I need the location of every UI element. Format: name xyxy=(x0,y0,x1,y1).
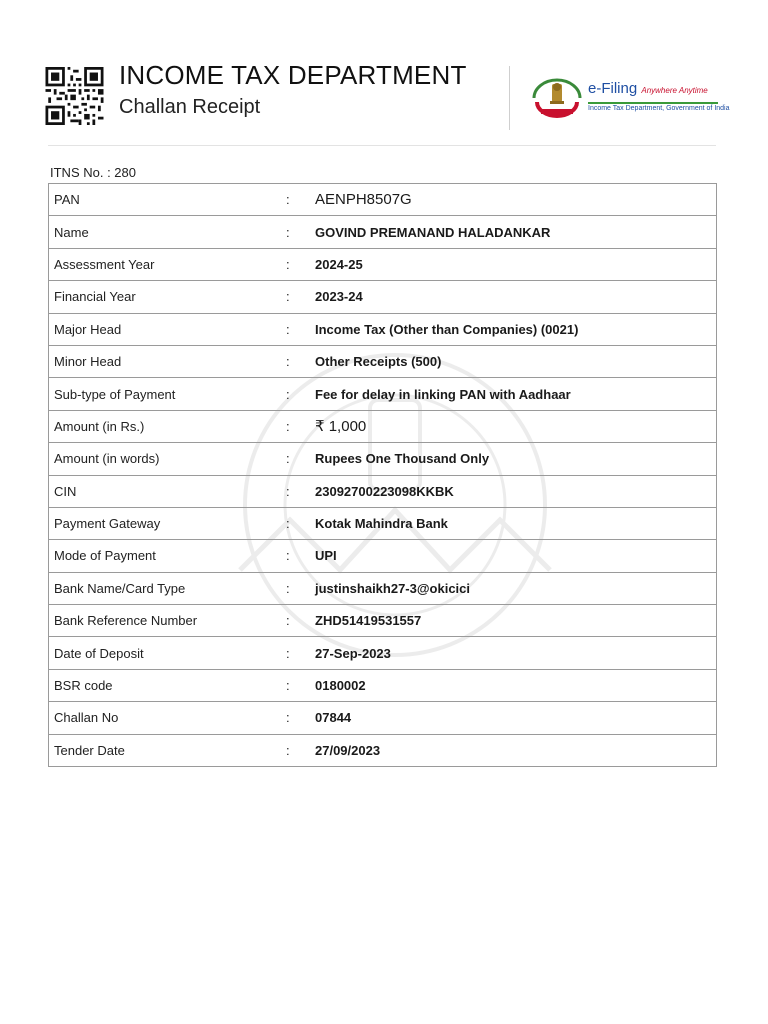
row-label: Mode of Payment xyxy=(49,540,287,572)
table-row xyxy=(49,637,717,669)
qr-code-icon xyxy=(44,67,105,125)
row-value: 27-Sep-2023 xyxy=(310,637,717,669)
table-row xyxy=(49,475,717,507)
india-emblem-icon xyxy=(531,78,583,118)
row-separator: : xyxy=(286,702,310,734)
row-value: AENPH8507G xyxy=(310,184,717,216)
row-label: Major Head xyxy=(49,313,287,345)
row-label: Name xyxy=(49,216,287,248)
table-row xyxy=(49,572,717,604)
row-value: 2024-25 xyxy=(310,248,717,280)
row-separator: : xyxy=(286,281,310,313)
efiling-logo xyxy=(588,80,730,112)
row-separator: : xyxy=(286,378,310,410)
row-value: 27/09/2023 xyxy=(310,734,717,766)
page-subtitle: Challan Receipt xyxy=(119,96,261,118)
row-separator: : xyxy=(286,637,310,669)
table-row xyxy=(49,540,717,572)
row-value: ₹ 1,000 xyxy=(310,410,717,442)
row-value: Fee for delay in linking PAN with Aadhaar xyxy=(310,378,717,410)
table-row xyxy=(49,702,717,734)
table-row xyxy=(49,507,717,539)
row-label: Financial Year xyxy=(49,281,287,313)
row-label: Tender Date xyxy=(49,734,287,766)
table-row xyxy=(49,248,717,280)
table-row xyxy=(49,669,717,701)
row-value: 23092700223098KKBK xyxy=(310,475,717,507)
row-label: CIN xyxy=(49,475,287,507)
row-label: Date of Deposit xyxy=(49,637,287,669)
row-value: 2023-24 xyxy=(310,281,717,313)
table-row xyxy=(49,313,717,345)
row-label: Assessment Year xyxy=(49,248,287,280)
row-separator: : xyxy=(286,475,310,507)
row-separator: : xyxy=(286,184,310,216)
row-separator: : xyxy=(286,734,310,766)
row-value: 07844 xyxy=(310,702,717,734)
row-label: Amount (in words) xyxy=(49,443,287,475)
row-value: Income Tax (Other than Companies) (0021) xyxy=(310,313,717,345)
challan-details-table xyxy=(48,183,717,767)
efiling-brand: e-Filing xyxy=(588,80,638,97)
row-label: Bank Name/Card Type xyxy=(49,572,287,604)
table-row xyxy=(49,734,717,766)
row-separator: : xyxy=(286,507,310,539)
row-value: Other Receipts (500) xyxy=(310,345,717,377)
table-row xyxy=(49,216,717,248)
row-label: Bank Reference Number xyxy=(49,605,287,637)
table-row xyxy=(49,281,717,313)
row-separator: : xyxy=(286,216,310,248)
table-row xyxy=(49,605,717,637)
row-value: 0180002 xyxy=(310,669,717,701)
efiling-tagline: Anywhere Anytime xyxy=(641,86,708,95)
efiling-underline xyxy=(588,102,718,104)
row-separator: : xyxy=(286,605,310,637)
row-value: Kotak Mahindra Bank xyxy=(310,507,717,539)
row-label: Amount (in Rs.) xyxy=(49,410,287,442)
page-title: INCOME TAX DEPARTMENT xyxy=(119,60,467,90)
row-label: Challan No xyxy=(49,702,287,734)
row-value: justinshaikh27-3@okicici xyxy=(310,572,717,604)
table-row xyxy=(49,378,717,410)
row-label: Sub-type of Payment xyxy=(49,378,287,410)
table-row xyxy=(49,443,717,475)
row-separator: : xyxy=(286,669,310,701)
header-divider xyxy=(509,66,510,130)
row-label: BSR code xyxy=(49,669,287,701)
header-rule xyxy=(48,145,716,146)
row-label: PAN xyxy=(49,184,287,216)
row-separator: : xyxy=(286,572,310,604)
row-separator: : xyxy=(286,313,310,345)
row-value: GOVIND PREMANAND HALADANKAR xyxy=(310,216,717,248)
table-row xyxy=(49,410,717,442)
row-separator: : xyxy=(286,443,310,475)
row-value: UPI xyxy=(310,540,717,572)
table-row xyxy=(49,184,717,216)
table-row xyxy=(49,345,717,377)
row-separator: : xyxy=(286,540,310,572)
efiling-dept: Income Tax Department, Government of India xyxy=(588,105,730,112)
row-label: Payment Gateway xyxy=(49,507,287,539)
row-value: ZHD51419531557 xyxy=(310,605,717,637)
row-separator: : xyxy=(286,345,310,377)
row-label: Minor Head xyxy=(49,345,287,377)
row-separator: : xyxy=(286,248,310,280)
row-separator: : xyxy=(286,410,310,442)
row-value: Rupees One Thousand Only xyxy=(310,443,717,475)
itns-number: ITNS No. : 280 xyxy=(50,165,136,180)
